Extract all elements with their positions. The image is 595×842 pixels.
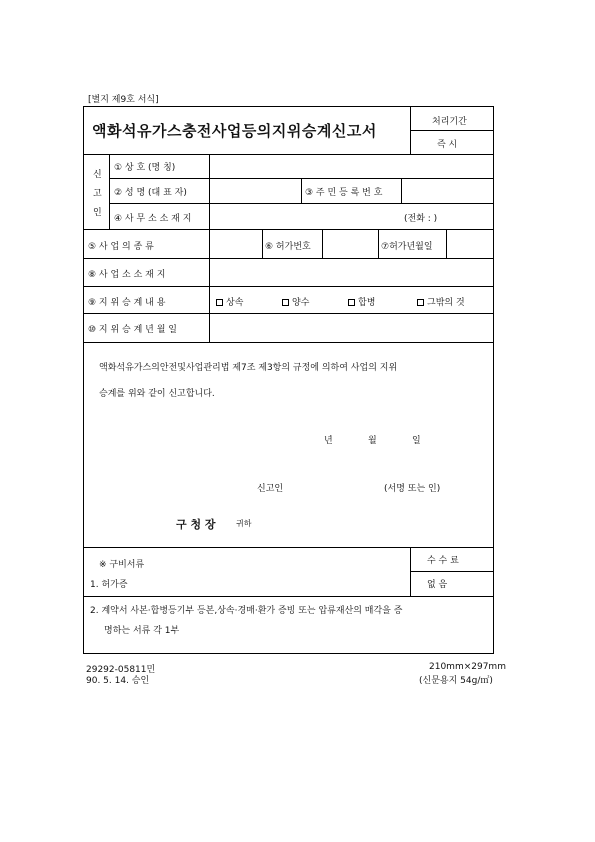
option-transfer[interactable]: 양수 — [282, 295, 309, 308]
license-date-label: ⑦허가년월일 — [381, 242, 433, 252]
documents-item-2b: 명하는 서류 각 1부 — [104, 626, 180, 636]
checkbox-icon — [216, 299, 223, 306]
footer-code: 29292-05811민 — [86, 665, 156, 675]
trade-name-label: ① 상 호 (명 칭) — [114, 163, 176, 173]
resident-no-label: ③ 주 민 등 록 번 호 — [305, 188, 383, 198]
fee-value: 없 음 — [427, 580, 448, 590]
checkbox-icon — [417, 299, 424, 306]
date-month: 월 — [368, 436, 377, 446]
signature-label: (서명 또는 인) — [384, 484, 441, 494]
option-inheritance[interactable]: 상속 — [216, 295, 243, 308]
documents-heading: ※ 구비서류 — [99, 560, 145, 570]
option-merger[interactable]: 합병 — [348, 295, 375, 308]
date-day: 일 — [412, 436, 421, 446]
form-number: [별지 제9호 서식] — [88, 95, 159, 105]
option-other[interactable]: 그밖의 것 — [417, 295, 465, 308]
processing-period-label: 처리기간 — [432, 117, 467, 127]
footer-paper: (신문용지 54g/㎡) — [419, 676, 493, 686]
addressee: 구 청 장 — [176, 518, 216, 531]
processing-period-value: 즉 시 — [437, 140, 458, 150]
fee-label: 수 수 료 — [427, 556, 459, 566]
footer-size: 210mm×297mm — [429, 662, 506, 672]
business-type-label: ⑤ 사 업 의 종 류 — [88, 242, 154, 252]
statement-line-1: 액화석유가스의안전및사업관리법 제7조 제3항의 규정에 의하여 사업의 지위 — [99, 363, 398, 373]
applicant-label-1: 신 — [93, 170, 102, 180]
checkbox-icon — [282, 299, 289, 306]
applicant-label-3: 인 — [93, 208, 102, 218]
license-no-label: ⑥ 허가번호 — [265, 242, 311, 252]
statement-line-2: 승계를 위와 같이 신고합니다. — [99, 389, 215, 399]
phone-label: (전화 : ) — [404, 214, 438, 224]
address-label: ④ 사 무 소 소 재 지 — [114, 214, 192, 224]
site-address-label: ⑧ 사 업 소 소 재 지 — [88, 270, 166, 280]
name-label: ② 성 명 (대 표 자) — [114, 188, 187, 198]
succession-date-label: ⑩ 지 위 승 계 년 월 일 — [88, 325, 177, 335]
checkbox-icon — [348, 299, 355, 306]
date-year: 년 — [324, 436, 333, 446]
addressee-suffix: 귀하 — [236, 519, 252, 528]
applicant-label-2: 고 — [93, 189, 102, 199]
footer-approval: 90. 5. 14. 승인 — [86, 676, 150, 686]
documents-item-1: 1. 허가증 — [90, 580, 128, 590]
documents-item-2a: 2. 계약서 사본·합병등기부 등본,상속·경매·환가 증빙 또는 압류재산의 매각을 증 — [90, 606, 403, 616]
reporter-label: 신고인 — [257, 484, 284, 494]
form-title: 액화석유가스충전사업등의지위승계신고서 — [92, 122, 377, 140]
succession-type-label: ⑨ 지 위 승 계 내 용 — [88, 298, 166, 308]
